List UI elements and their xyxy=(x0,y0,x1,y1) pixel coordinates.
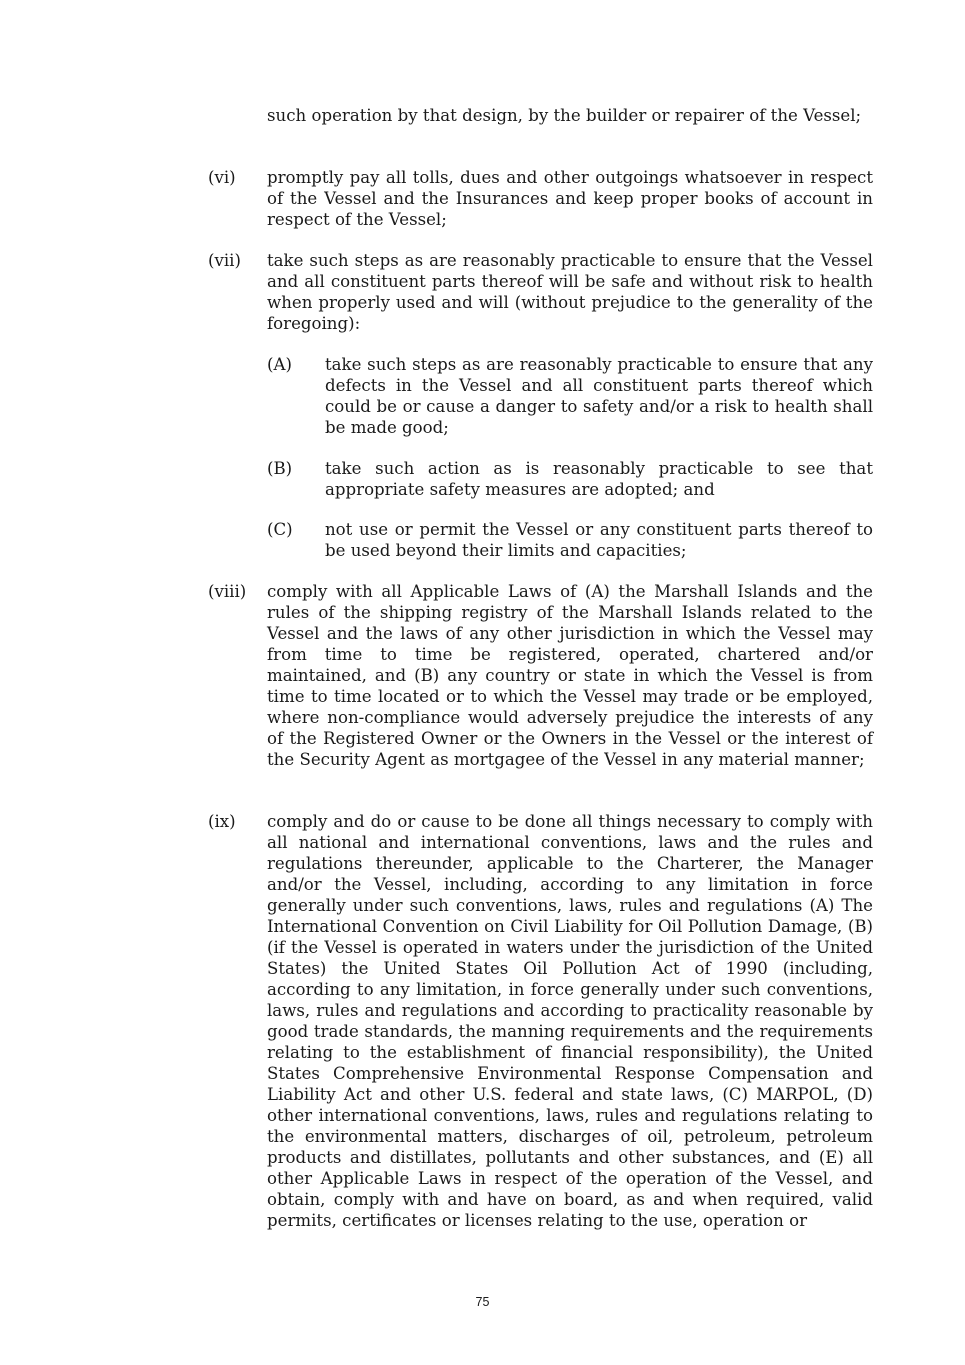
item-label-ix: (ix) xyxy=(208,812,236,831)
item-label-vi: (vi) xyxy=(208,168,236,187)
subitem-label-b: (B) xyxy=(267,459,293,478)
page-number: 75 xyxy=(475,1295,490,1309)
subitem-text-a: take such steps as are reasonably practicable to ensure that any defects in the Vessel and all constituent parts thereof which could be or cause a danger to safety and/or a risk to health shall be made good; xyxy=(325,355,873,437)
item-label-viii: (viii) xyxy=(208,582,247,601)
subitem-label-a: (A) xyxy=(267,355,292,374)
subitem-text-b: take such action as is reasonably practicable to see that appropriate safety measures are adopted; and xyxy=(325,459,873,499)
subitem-label-c: (C) xyxy=(267,520,293,539)
item-label-vii: (vii) xyxy=(208,251,241,270)
item-text-viii: comply with all Applicable Laws of (A) the Marshall Islands and the rules of the shipping registry of the Marshall Islands related to the Vessel and the laws of any other jurisdiction in which the Vessel may from time to time be registered, operated, chartered and/or maintained, and (B) any country or state in which the Vessel is from time to time located or to which the Vessel may trade or be employed, where non-compliance would adversely prejudice the interests of any of the Registered Owner or the Owners in the Vessel or the interest of the Security Agent as mortgagee of the Vessel in any material manner; xyxy=(267,582,873,769)
item-text-vi: promptly pay all tolls, dues and other outgoings whatsoever in respect of the Vessel and the Insurances and keep proper books of account in respect of the Vessel; xyxy=(267,168,873,229)
continuation-paragraph: such operation by that design, by the builder or repairer of the Vessel; xyxy=(267,106,862,125)
subitem-text-c: not use or permit the Vessel or any constituent parts thereof to be used beyond their limits and capacities; xyxy=(325,520,873,560)
item-text-ix: comply and do or cause to be done all things necessary to comply with all national and international conventions, laws and the rules and regulations thereunder, applicable to the Charterer, the Manager and/or the Vessel, including, according to any limitation in force generally under such conventions, laws, rules and regulations (A) The International Convention on Civil Liability for Oil Pollution Damage, (B) (if the Vessel is operated in waters under the jurisdiction of the United States) the United States Oil Pollution Act of 1990 (including, according to any limitation, in force generally under such conventions, laws, rules and regulations and according to practicality reasonable by good trade standards, the manning requirements and the requirements relating to the establishment of financial responsibility), the United States Comprehensive Environmental Response Compensation and Liability Act and other U.S. federal and state laws, (C) MARPOL, (D) other international conventions, laws, rules and regulations relating to the environmental matters, discharges of oil, petroleum, petroleum products and distillates, pollutants and other substances, and (E) all other Applicable Laws in respect of the operation of the Vessel, and obtain, comply with and have on board, as and when required, valid permits, certificates or licenses relating to the use, operation or xyxy=(267,812,873,1230)
item-text-vii: take such steps as are reasonably practicable to ensure that the Vessel and all constituent parts thereof will be safe and without risk to health when properly used and will (without prejudice to the generality of the foregoing): xyxy=(267,251,873,333)
